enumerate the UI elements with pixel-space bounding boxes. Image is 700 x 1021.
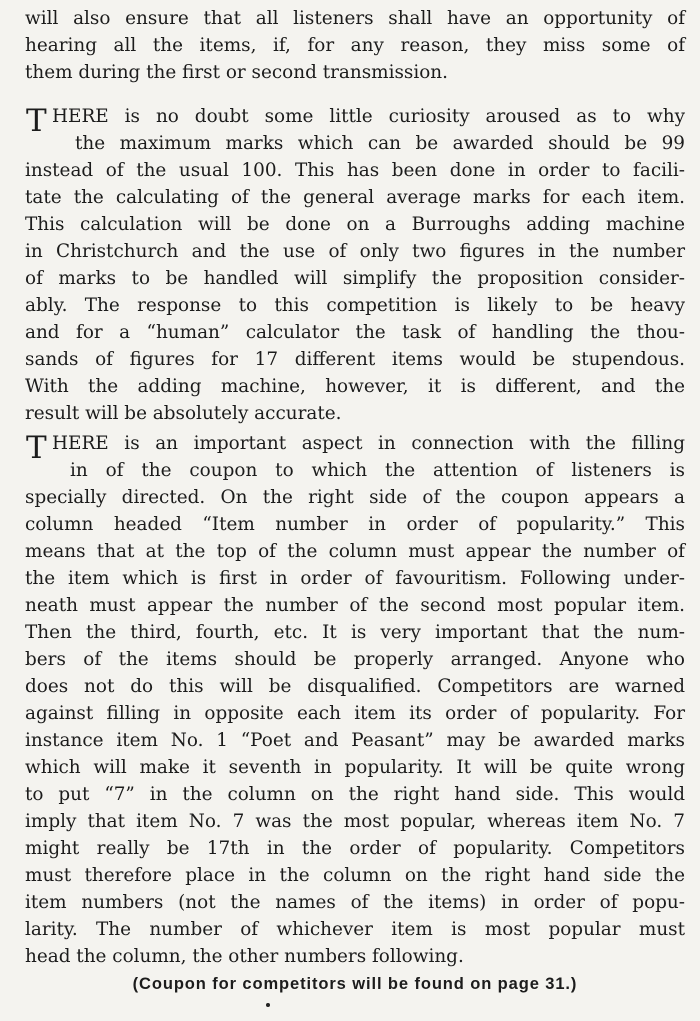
text-line: instance item No. 1 “Poet and Peasant” may be awarded marks <box>25 730 685 751</box>
text-line: must therefore place in the column on the right hand side the <box>25 865 685 886</box>
text-line: the item which is first in order of favouritism. Following under- <box>25 568 685 589</box>
text-line: specially directed. On the right side of the coupon appears a <box>25 487 685 508</box>
drop-cap: T <box>26 430 47 466</box>
text-line: HERE is no doubt some little curiosity aroused as to why <box>52 106 685 127</box>
text-line: bers of the items should be properly arranged. Anyone who <box>25 649 685 670</box>
text-line: against filling in opposite each item its order of popularity. For <box>25 703 685 724</box>
coupon-page-note: (Coupon for competitors will be found on page 31.) <box>132 975 578 993</box>
text-line: This calculation will be done on a Burroughs adding machine <box>25 214 685 235</box>
text-line: might really be 17th in the order of popularity. Competitors <box>25 838 685 859</box>
text-line: imply that item No. 7 was the most popular, whereas item No. 7 <box>25 811 685 832</box>
text-line: hearing all the items, if, for any reason, they miss some of <box>25 35 685 56</box>
text-line: to put “7” in the column on the right hand side. This would <box>25 784 685 805</box>
text-line: does not do this will be disqualified. Competitors are warned <box>25 676 685 697</box>
text-line: will also ensure that all listeners shall have an opportunity of <box>25 8 685 29</box>
text-line: them during the first or second transmission. <box>25 62 448 83</box>
text-line: sands of figures for 17 different items would be stupendous. <box>25 349 685 370</box>
text-line: column headed “Item number in order of popularity.” This <box>25 514 685 535</box>
text-line: head the column, the other numbers following. <box>25 946 464 967</box>
text-line: in of the coupon to which the attention of listeners is <box>70 460 685 481</box>
text-line: item numbers (not the names of the items) in order of popu- <box>25 892 685 913</box>
drop-cap: T <box>26 103 47 139</box>
text-line: means that at the top of the column must appear the number of <box>25 541 685 562</box>
text-line: of marks to be handled will simplify the proposition consider- <box>25 268 685 289</box>
text-line: in Christchurch and the use of only two figures in the number <box>25 241 685 262</box>
text-line: neath must appear the number of the second most popular item. <box>25 595 685 616</box>
text-line: tate the calculating of the general average marks for each item. <box>25 187 685 208</box>
text-line: the maximum marks which can be awarded should be 99 <box>75 133 685 154</box>
text-line: ably. The response to this competition is likely to be heavy <box>25 295 685 316</box>
text-line: which will make it seventh in popularity. It will be quite wrong <box>25 757 685 778</box>
text-line: larity. The number of whichever item is most popular must <box>25 919 685 940</box>
text-line: and for a “human” calculator the task of handling the thou- <box>25 322 685 343</box>
text-line: HERE is an important aspect in connection with the filling <box>52 433 685 454</box>
decorative-dot <box>266 1003 270 1007</box>
text-line: result will be absolutely accurate. <box>25 403 342 424</box>
text-line: Then the third, fourth, etc. It is very important that the num- <box>25 622 685 643</box>
text-line: instead of the usual 100. This has been done in order to facili- <box>25 160 685 181</box>
text-line: With the adding machine, however, it is different, and the <box>25 376 685 397</box>
